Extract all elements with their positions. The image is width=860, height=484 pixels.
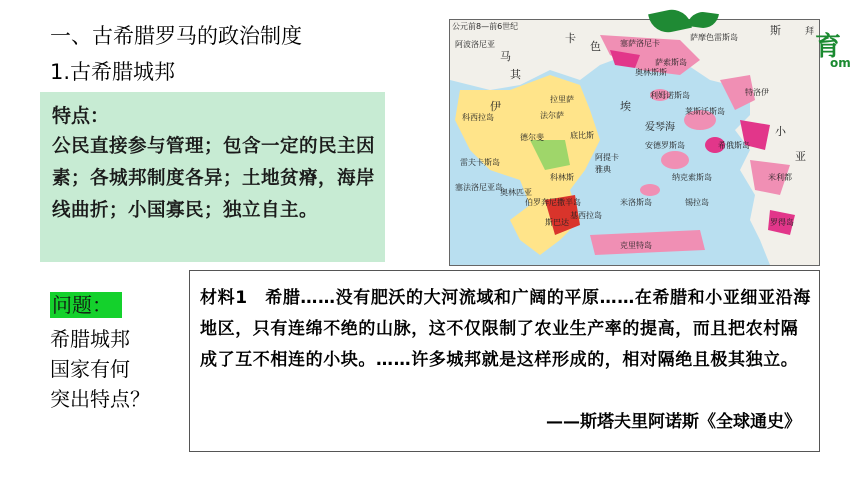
map-label: 伊 — [490, 100, 501, 113]
map-label: 拉里萨 — [550, 95, 574, 104]
map-label: 米利都 — [768, 173, 792, 182]
map-label: 克里特岛 — [620, 241, 652, 250]
map-caption: 公元前8—前6世纪 — [452, 22, 519, 31]
map-label: 马 — [500, 50, 511, 63]
site-logo — [650, 10, 850, 70]
map-label: 底比斯 — [570, 131, 594, 140]
map-label: 阿提卡 — [595, 153, 619, 162]
map-label: 小 — [775, 125, 786, 138]
map-label: 基西拉岛 — [570, 211, 602, 220]
map-label: 塞法洛尼亚岛 — [455, 183, 503, 192]
question-text — [50, 324, 150, 414]
logo-leaf-icon — [648, 6, 692, 36]
subsection-title: 1.古希腊城邦 — [50, 60, 176, 84]
map-label: 埃 — [620, 100, 631, 113]
map-label: 斯 — [770, 24, 781, 37]
question-line: 国家有何 — [50, 357, 130, 381]
material-source: ——斯塔夫里阿诺斯《全球通史》 — [546, 412, 801, 432]
map-label: 奥林匹亚 — [500, 188, 532, 197]
map-label: 锡拉岛 — [685, 198, 709, 207]
map-label: 萨摩色雷斯岛 — [690, 33, 738, 42]
map-label: 德尔斐 — [520, 133, 544, 142]
material-box — [189, 270, 820, 452]
map-label: 法尔萨 — [540, 111, 564, 120]
map-label: 纳克索斯岛 — [672, 173, 712, 182]
map-label: 奥林斯斯 — [635, 68, 667, 77]
map-label: 爱琴海 — [645, 122, 675, 133]
map-label: 其 — [510, 68, 521, 81]
map-label: 亚 — [795, 150, 806, 163]
map-label: 米洛斯岛 — [620, 198, 652, 207]
map-label: 色 — [590, 40, 601, 53]
question-label: 问题： — [50, 292, 122, 318]
section-title: 一、古希腊罗马的政治制度 — [50, 24, 302, 48]
map-melos — [640, 184, 660, 196]
map-label: 拜 — [805, 27, 815, 37]
map-label: 卡 — [565, 32, 576, 45]
map-label: 科林斯 — [550, 173, 574, 182]
map-label: 萨索斯岛 — [655, 58, 687, 67]
question-line: 希腊城邦 — [50, 327, 130, 351]
map-naxos — [661, 151, 689, 169]
question-line: 突出特点？ — [50, 387, 150, 411]
map-label: 雅典 — [595, 165, 611, 174]
map-label: 罗得岛 — [770, 218, 794, 227]
logo-word: 育 — [815, 32, 842, 62]
map-label: 安德罗斯岛 — [645, 141, 685, 150]
material-text: 材料1 希腊……没有肥沃的大河流域和广阔的平原……在希腊和小亚细亚沿海地区，只有连绵不绝的山脉，这不仅限制了农业生产率的提高，而且把农村隔成了互不相连的小块。……许多城邦就是这样形成的，相对隔绝且极其独立。 — [200, 288, 811, 370]
map-label: 雷夫卡斯岛 — [460, 158, 500, 167]
map-label: 科西拉岛 — [462, 113, 494, 122]
features-text: 公民直接参与管理；包含一定的民主因素；各城邦制度各异；土地贫瘠，海岸线曲折；小国寡民；独立自主。 — [52, 136, 376, 221]
map-label: 伯罗奔尼撒半岛 — [525, 198, 581, 207]
map-label: 利姆诺斯岛 — [650, 91, 690, 100]
map-label: 斯巴达 — [545, 218, 569, 227]
map-label: 阿波洛尼亚 — [455, 40, 495, 49]
features-title: 特点： — [52, 105, 110, 127]
features-box — [40, 92, 385, 262]
map-label: 塞萨洛尼卡 — [620, 39, 660, 48]
map-label: 莱斯沃斯岛 — [685, 107, 725, 116]
map-label: 特洛伊 — [745, 88, 769, 97]
map-label: 希俄斯岛 — [718, 141, 750, 150]
logo-domain: om — [830, 56, 851, 70]
